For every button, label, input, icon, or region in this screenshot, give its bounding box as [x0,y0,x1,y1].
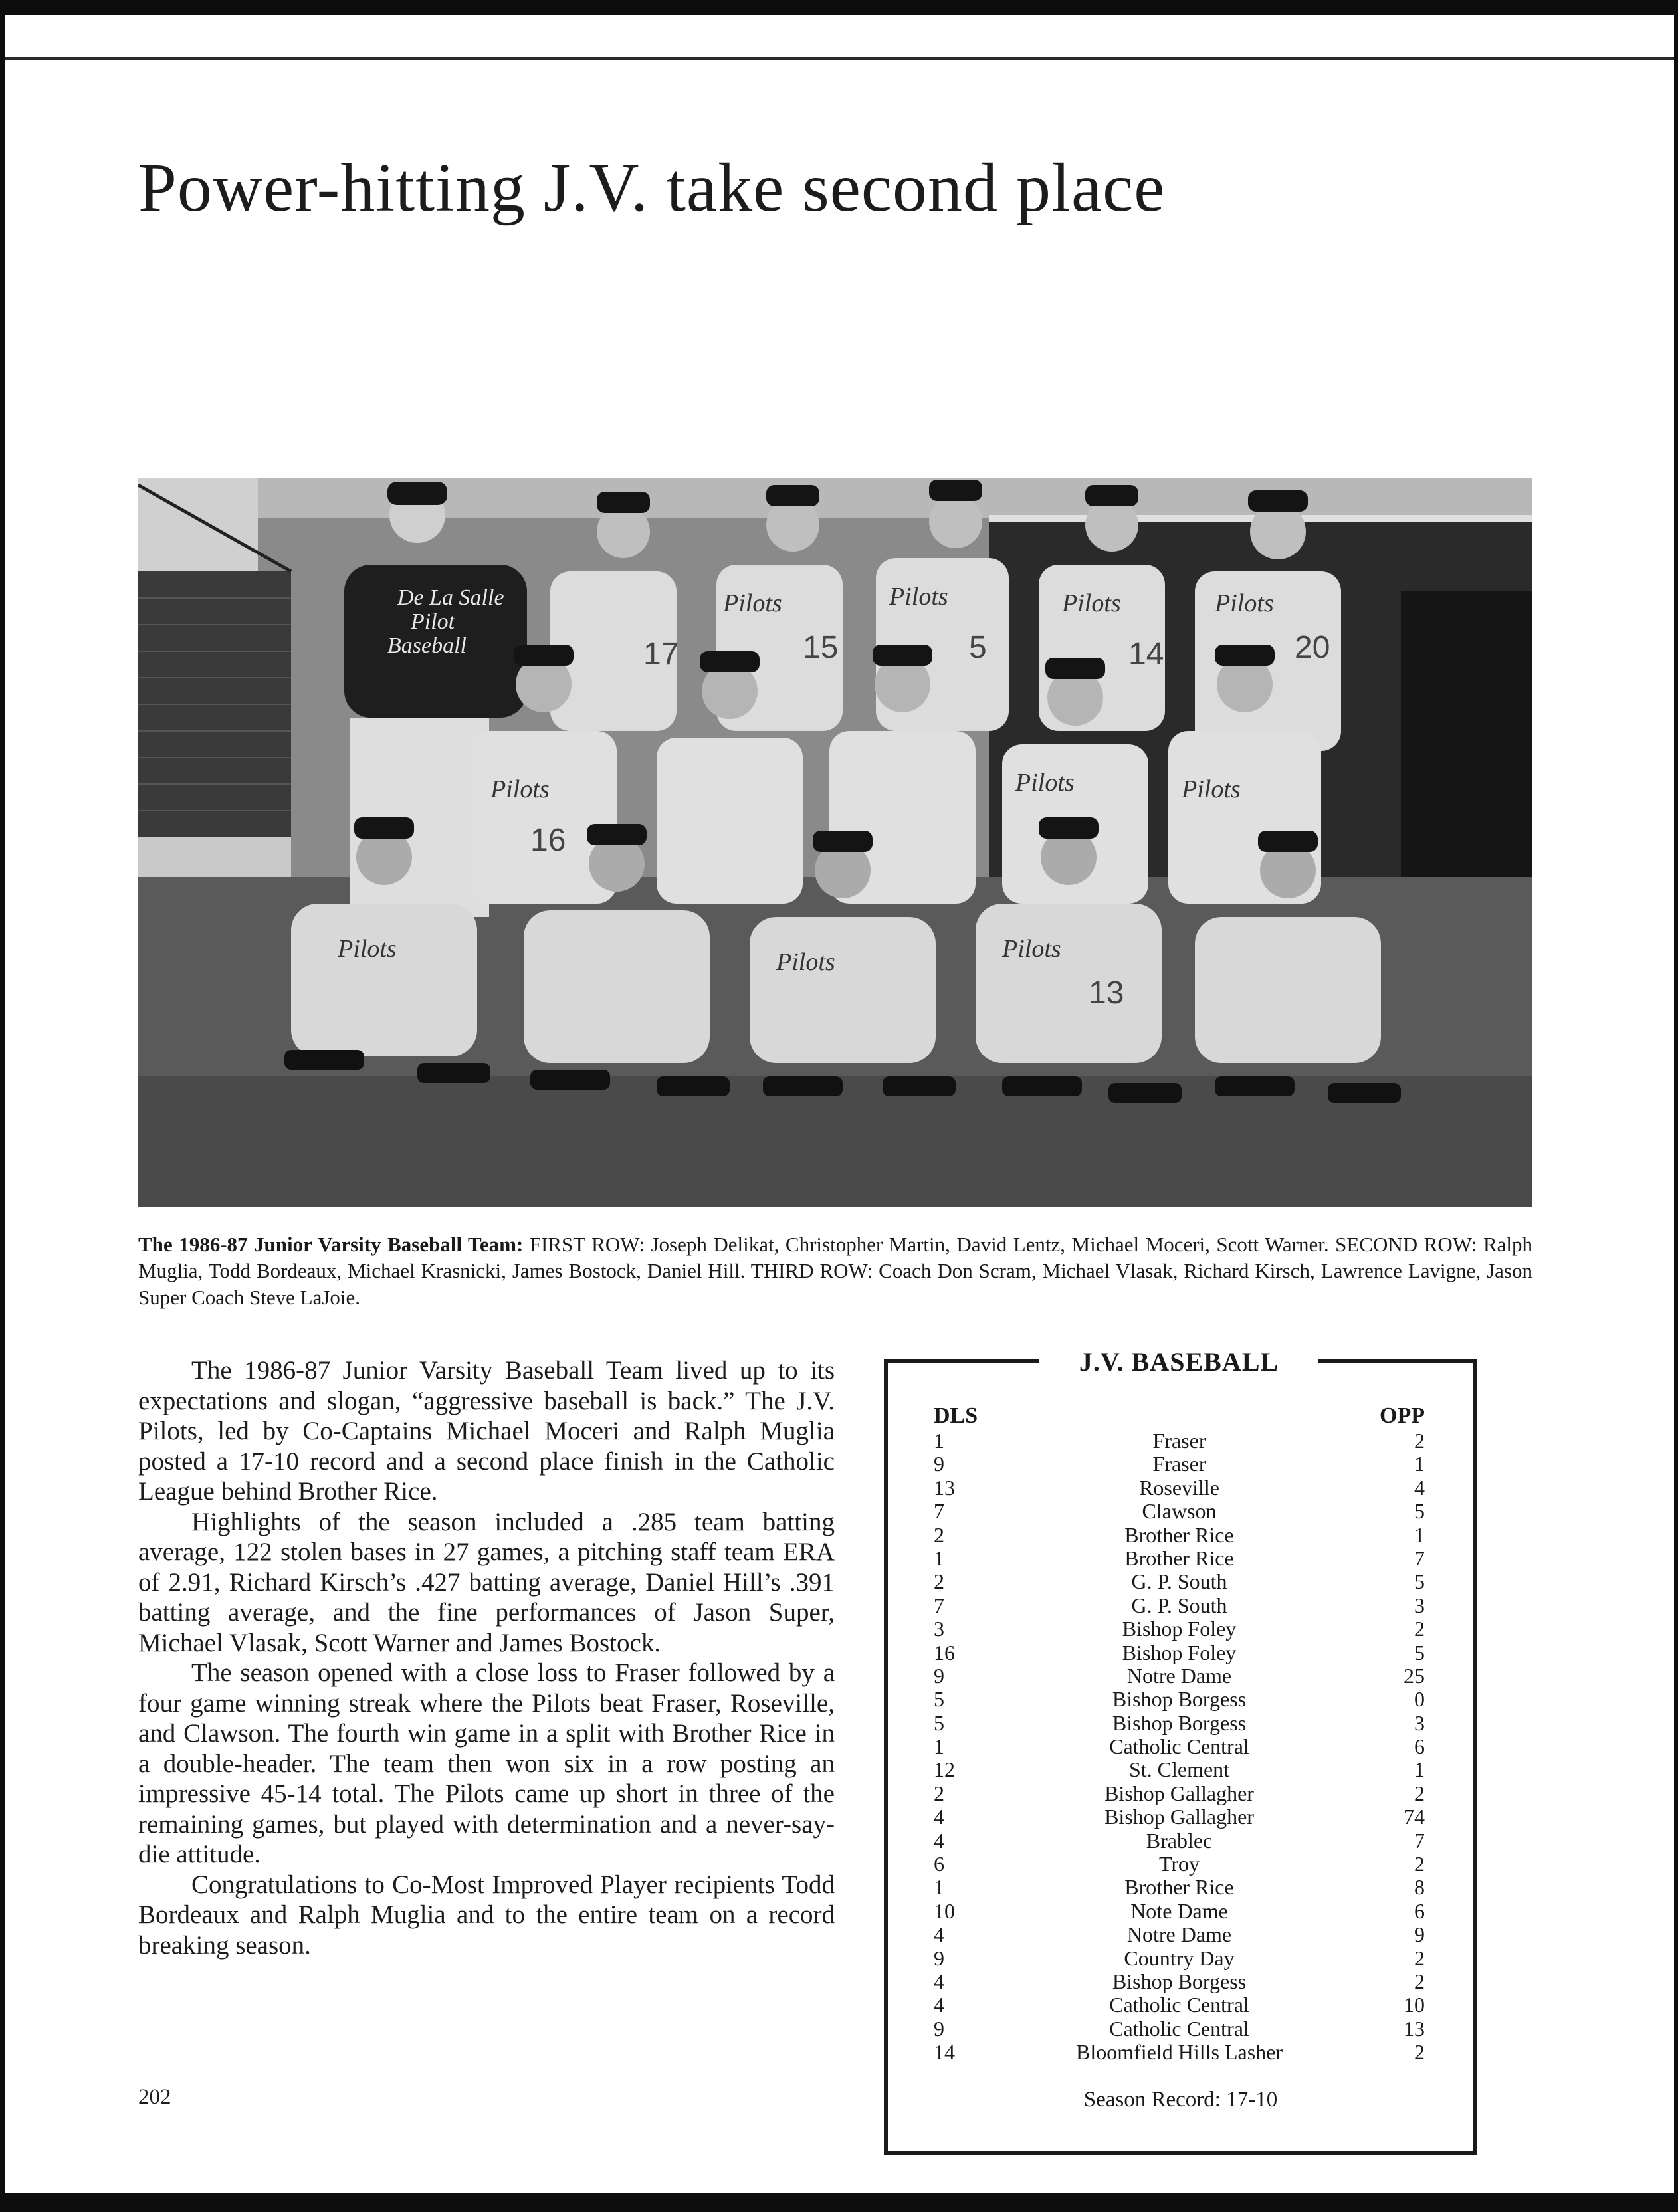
page-border-left [0,0,5,2212]
dls-score: 9 [934,1663,944,1688]
jersey-script: Pilots [1015,769,1075,797]
article-paragraph: Highlights of the season included a .285 team batting average, 122 stolen bases in 27 games, a pitching staff team ERA of 2.91, Richard Kirsch’s .427 batting average, Daniel Hill’s .391 batting average, and the fine performances of Jason Super, Michael Vlasak, Scott Warner and James Bostock. [138,1507,835,1657]
jersey-number: 17 [643,637,679,672]
dls-score: 7 [934,1593,944,1617]
score-row [934,1993,1425,2017]
dls-score: 5 [934,1710,944,1735]
score-row [934,1829,1425,1853]
dls-score: 14 [934,2040,955,2064]
opponent-name: Bishop Borgess [1112,1969,1247,1993]
jersey-script: Pilots [338,935,397,963]
jersey-number: 20 [1295,630,1330,665]
dls-score: 4 [934,1828,944,1853]
jersey-script: Pilots [889,583,948,611]
opp-score: 2 [1414,1946,1425,1970]
opponent-name: Country Day [1124,1946,1235,1970]
dls-score: 9 [934,2016,944,2041]
dls-score: 13 [934,1475,955,1500]
jersey-number: 16 [530,823,566,858]
dls-score: 4 [934,1969,944,1993]
opp-score: 13 [1404,2016,1425,2041]
score-row [934,1524,1425,1547]
opp-score: 5 [1414,1499,1425,1524]
opp-score: 2 [1414,1969,1425,1993]
score-row [934,1853,1425,1876]
dls-score: 1 [934,1875,944,1900]
page-headline: Power-hitting J.V. take second place [138,150,1166,226]
dls-score: 9 [934,1452,944,1476]
svg-text:Pilot: Pilot [411,609,455,634]
opp-score: 2 [1414,1852,1425,1876]
column-header-dls: DLS [934,1403,978,1428]
dls-score: 1 [934,1546,944,1570]
score-row [934,1688,1425,1711]
opponent-name: Catholic Central [1109,1993,1249,2017]
opponent-name: Note Dame [1130,1898,1228,1923]
opp-score: 7 [1414,1828,1425,1853]
scoreboard-list [934,1429,1425,2064]
score-row [934,1758,1425,1781]
opponent-name: Bloomfield Hills Lasher [1075,2040,1283,2064]
opp-score: 5 [1414,1640,1425,1664]
opp-score: 6 [1414,1898,1425,1923]
opp-score: 2 [1414,2040,1425,2064]
opp-score: 1 [1414,1522,1425,1547]
article-paragraph: The season opened with a close loss to Fraser followed by a four game winning streak where the Pilots beat Fraser, Roseville, and Clawson. The fourth win game in a split with Brother Rice in a double-header. The team then won six in a row posting an impressive 45-14 total. The Pilots came up short in three of the remaining games, but played with determination and a never-say-die attitude. [138,1659,835,1868]
dls-score: 5 [934,1687,944,1712]
jersey-number: 13 [1089,975,1124,1011]
page-border-right [1674,0,1678,2212]
opp-score: 2 [1414,1429,1425,1453]
jersey-script: Pilots [490,775,550,803]
opp-score: 10 [1404,1993,1425,2017]
score-row [934,1453,1425,1476]
opp-score: 7 [1414,1546,1425,1570]
score-row [934,1970,1425,1993]
score-row [934,1923,1425,1946]
dls-score: 7 [934,1499,944,1524]
dls-score: 9 [934,1946,944,1970]
score-row [934,1900,1425,1923]
opponent-name: Bishop Gallagher [1104,1781,1254,1805]
opponent-name: Notre Dame [1126,1922,1232,1947]
opponent-name: Brother Rice [1124,1546,1234,1570]
score-row [934,2017,1425,2041]
opp-score: 4 [1414,1475,1425,1500]
dls-score: 1 [934,1734,944,1759]
jersey-script: Pilots [1215,589,1274,617]
jersey-script: Pilots [1062,589,1121,617]
opp-score: 0 [1414,1687,1425,1712]
caption-title: The 1986-87 Junior Varsity Baseball Team: [138,1233,524,1256]
opponent-name: Catholic Central [1109,2016,1249,2041]
opp-score: 2 [1414,1781,1425,1805]
article-paragraph: The 1986-87 Junior Varsity Baseball Team lived up to its expectations and slogan, “aggressive baseball is back.” The J.V. Pilots, led by Co-Captains Michael Moceri and Ralph Muglia posted a 17-10 record and a second place finish in the Catholic League behind Brother Rice. [138,1356,835,1506]
opponent-name: G. P. South [1131,1569,1227,1594]
caption-names: FIRST ROW: Joseph Delikat, Christopher Martin, David Lentz, Michael Moceri, Scott Warner. SECOND ROW: Ralph Muglia, Todd Bordeaux, Michael Krasnicki, James Bostock, Daniel Hill. THIRD ROW: Coach Don Scram, Michael Vlasak, Richard Kirsch, Lawrence Lavigne, Jason Super Coach Steve LaJoie. [138,1233,1532,1309]
opp-score: 2 [1414,1617,1425,1641]
dls-score: 4 [934,1922,944,1947]
opponent-name: Catholic Central [1109,1734,1249,1759]
opponent-name: Brother Rice [1124,1875,1234,1900]
scoreboard-title: J.V. BASEBALL [1039,1342,1318,1382]
score-row [934,1782,1425,1805]
score-row [934,1617,1425,1641]
article-paragraph: Congratulations to Co-Most Improved Player recipients Todd Bordeaux and Ralph Muglia and to the entire team on a record breaking season. [138,1870,835,1960]
page-border-bottom [0,2193,1678,2212]
jersey-script: Pilots [776,948,835,976]
opponent-name: Brother Rice [1124,1522,1234,1547]
score-row [934,1570,1425,1593]
jersey-script: Pilots [723,589,782,617]
opponent-name: Roseville [1139,1475,1219,1500]
dls-score: 2 [934,1569,944,1594]
opponent-name: Bishop Gallagher [1104,1805,1254,1829]
score-row [934,1947,1425,1970]
opponent-name: Fraser [1152,1429,1206,1453]
score-row [934,1594,1425,1617]
score-row [934,1476,1425,1500]
column-header-opp: OPP [1380,1403,1425,1428]
score-row [934,1500,1425,1523]
score-row [934,1429,1425,1453]
jersey-number: 5 [969,630,987,665]
svg-text:Baseball: Baseball [387,633,467,658]
opp-score: 9 [1414,1922,1425,1947]
score-row [934,1805,1425,1829]
score-row [934,1712,1425,1735]
score-row [934,1547,1425,1570]
dls-score: 3 [934,1617,944,1641]
article-body [138,1356,835,1960]
opponent-name: Notre Dame [1126,1663,1232,1688]
opp-score: 3 [1414,1710,1425,1735]
opponent-name: G. P. South [1131,1593,1227,1617]
opp-score: 8 [1414,1875,1425,1900]
dls-score: 4 [934,1993,944,2017]
team-photo [138,478,1532,1207]
dls-score: 1 [934,1429,944,1453]
score-row [934,1735,1425,1758]
page-number: 202 [138,2085,171,2109]
dls-score: 10 [934,1898,955,1923]
top-rule [5,57,1674,60]
page-border-top [0,0,1678,15]
svg-text:De La Salle: De La Salle [397,585,504,610]
opp-score: 25 [1404,1663,1425,1688]
opp-score: 74 [1404,1805,1425,1829]
opp-score: 1 [1414,1452,1425,1476]
season-record: Season Record: 17-10 [1083,2088,1278,2112]
score-row [934,1664,1425,1688]
score-row [934,1641,1425,1664]
opponent-name: Brablec [1146,1828,1213,1853]
opp-score: 6 [1414,1734,1425,1759]
dls-score: 4 [934,1805,944,1829]
opp-score: 5 [1414,1569,1425,1594]
score-row [934,1876,1425,1899]
opponent-name: Troy [1158,1852,1200,1876]
opponent-name: St. Clement [1128,1758,1230,1782]
opponent-name: Bishop Foley [1122,1617,1237,1641]
dls-score: 2 [934,1522,944,1547]
opponent-name: Clawson [1142,1499,1217,1524]
opp-score: 3 [1414,1593,1425,1617]
photo-caption [138,1231,1532,1311]
dls-score: 16 [934,1640,955,1664]
jersey-script: Pilots [1002,935,1061,963]
jersey-script: Pilots [1182,775,1241,803]
opponent-name: Fraser [1152,1452,1206,1476]
jersey-number: 15 [803,630,839,665]
opponent-name: Bishop Foley [1122,1640,1237,1664]
jersey-number: 14 [1128,637,1164,672]
dls-score: 2 [934,1781,944,1805]
dls-score: 12 [934,1758,955,1782]
score-row [934,2041,1425,2064]
opponent-name: Bishop Borgess [1112,1710,1247,1735]
opp-score: 1 [1414,1758,1425,1782]
opponent-name: Bishop Borgess [1112,1687,1247,1712]
dls-score: 6 [934,1852,944,1876]
